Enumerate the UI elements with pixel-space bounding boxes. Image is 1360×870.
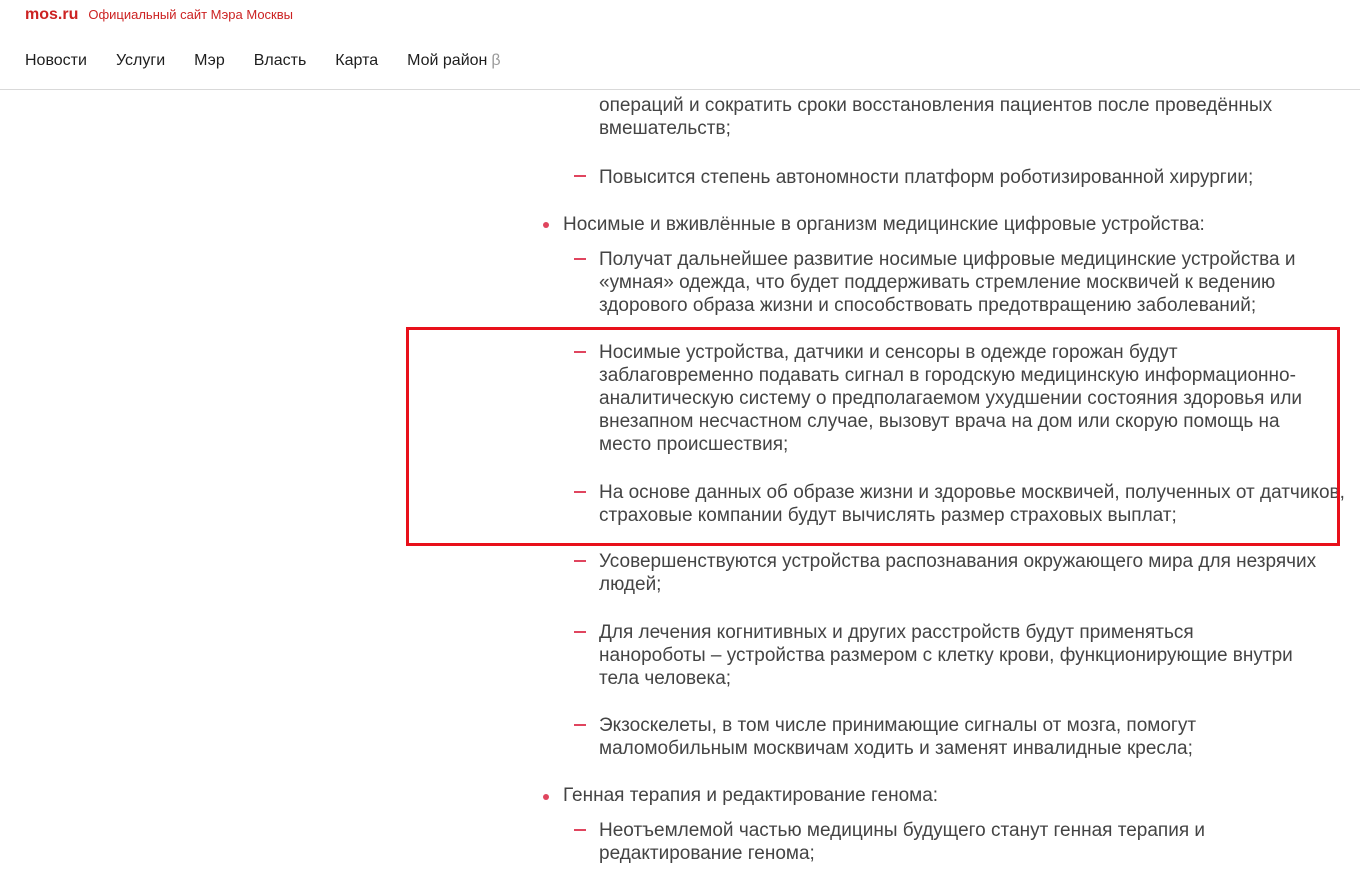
- site-header: [0, 0, 1360, 90]
- beta-badge: β: [491, 52, 501, 69]
- section-heading: Носимые и вживлённые в организм медицинские цифровые устройства:: [563, 214, 1205, 235]
- list-item-text: На основе данных об образе жизни и здоровье москвичей, полученных от датчиков, страховые компании будут вычислять размер страховых выплат;: [599, 482, 1345, 526]
- dash-bullet: [574, 560, 586, 562]
- brand: [25, 6, 293, 24]
- dash-bullet: [574, 491, 586, 493]
- list-item-text: Усовершенствуются устройства распознавания окружающего мира для незрячих людей;: [599, 551, 1317, 595]
- list-item-text: Неотъемлемой частью медицины будущего станут генная терапия и редактирование генома;: [599, 820, 1206, 864]
- nav-item-mayor[interactable]: Мэр: [194, 52, 225, 69]
- list-item-text: Носимые устройства, датчики и сенсоры в одежде горожан будут заблаговременно подавать сигнал в городскую медицинскую информационно-аналитическую систему о предполагаемом ухудшении состояния здоровья или внезапном несчастном случае, вызовут врача на дом или скорую помощь на место происшествия;: [599, 342, 1303, 455]
- nav-item-my-district-label: Мой район: [407, 52, 488, 69]
- dash-bullet: [574, 175, 586, 177]
- dash-bullet: [574, 258, 586, 260]
- list-item-text: операций и сократить сроки восстановления пациентов после проведённых вмешательств;: [599, 95, 1273, 139]
- bullet-dot: [543, 794, 549, 800]
- nav-item-news[interactable]: Новости: [25, 52, 87, 69]
- dash-bullet: [574, 829, 586, 831]
- dash-bullet: [574, 631, 586, 633]
- dash-bullet: [574, 351, 586, 353]
- nav-item-services[interactable]: Услуги: [115, 52, 166, 69]
- list-item-text: Для лечения когнитивных и других расстройств будут применяться нанороботы – устройства размером с клетку крови, функционирующие внутри тела человека;: [599, 622, 1293, 689]
- bullet-dot: [543, 222, 549, 228]
- nav-item-my-district[interactable]: [407, 52, 500, 70]
- list-item-text: Повысится степень автономности платформ роботизированной хирургии;: [599, 167, 1254, 188]
- nav-item-map[interactable]: Карта: [335, 52, 379, 69]
- dash-bullet: [574, 724, 586, 726]
- site-logo[interactable]: mos.ru: [25, 6, 79, 23]
- nav-item-government[interactable]: Власть: [253, 52, 307, 69]
- section-heading: Генная терапия и редактирование генома:: [563, 785, 939, 806]
- site-tagline: Официальный сайт Мэра Москвы: [88, 7, 293, 22]
- main-nav: [25, 52, 501, 70]
- list-item-text: Экзоскелеты, в том числе принимающие сигналы от мозга, помогут маломобильным москвичам ходить и заменят инвалидные кресла;: [599, 715, 1197, 759]
- list-item-text: Получат дальнейшее развитие носимые цифровые медицинские устройства и «умная» одежда, что будет поддерживать стремление москвичей к ведению здорового образа жизни и способствовать предотвращению заболеваний;: [599, 249, 1296, 316]
